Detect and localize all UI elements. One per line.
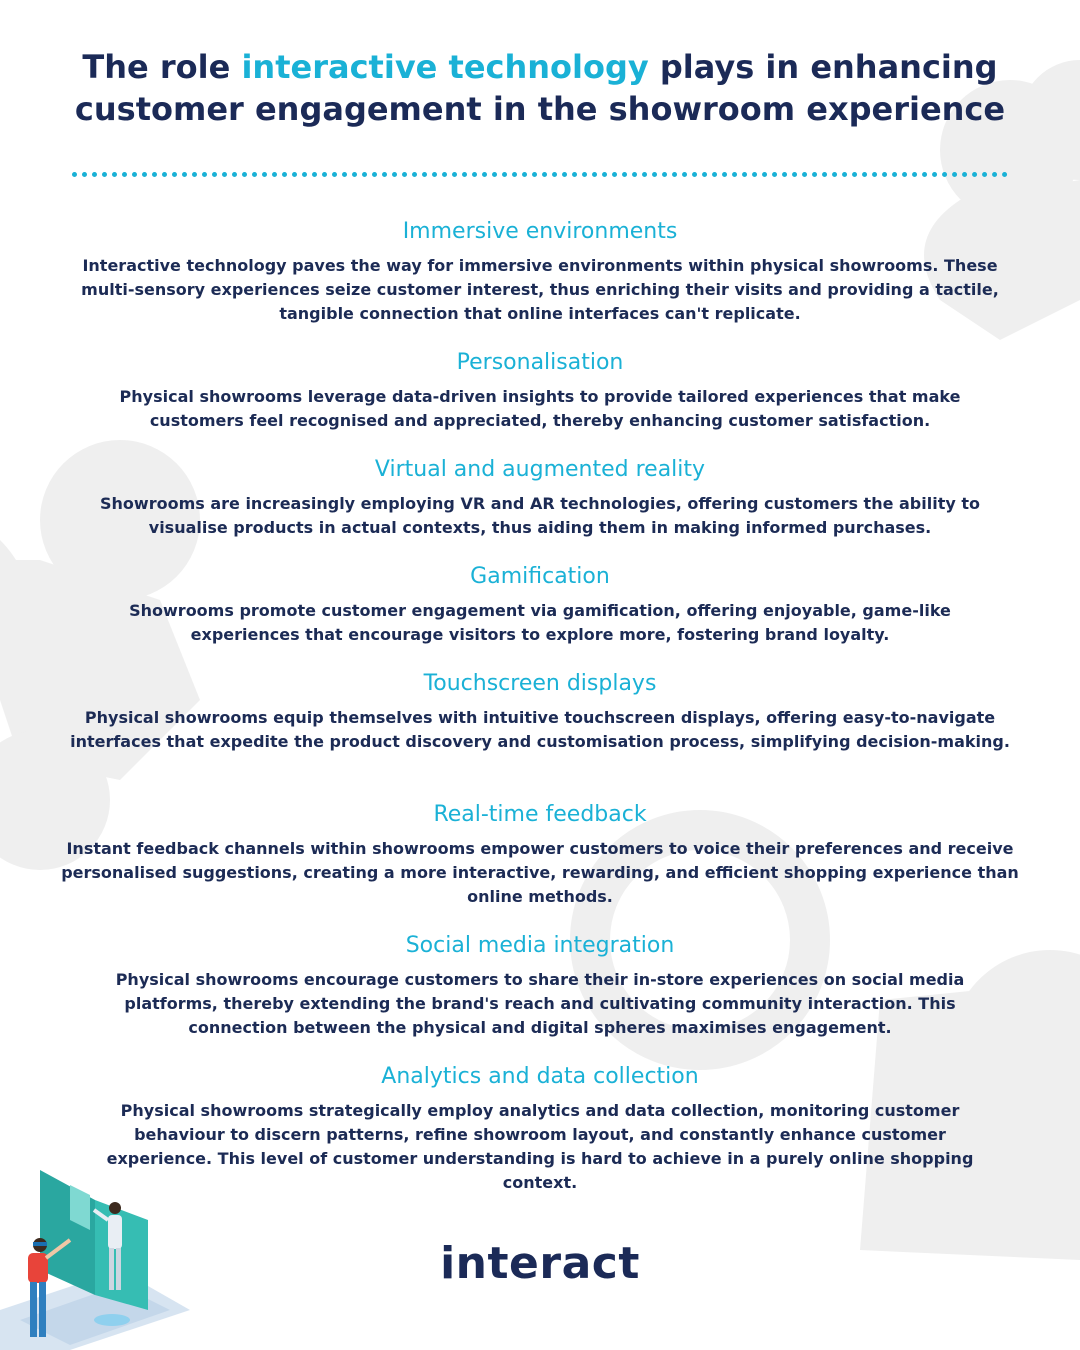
page-title (40, 46, 1040, 130)
section-heading: Personalisation (456, 350, 624, 375)
section-analytics-data-collection (40, 1063, 1040, 1195)
section-heading: Touchscreen displays (423, 671, 657, 696)
section-body: Instant feedback channels within showrooms empower customers to voice their preferences and receive personalised suggestions, creating a more interactive, rewarding, and efficient shopping experience than online methods. (61, 839, 1019, 906)
interact-logo: interact (440, 1238, 640, 1289)
section-heading: Real-time feedback (433, 802, 647, 827)
section-body: Physical showrooms leverage data-driven insights to provide tailored experiences that make customers feel recognised and appreciated, thereby enhancing customer satisfaction. (119, 387, 961, 430)
section-heading: Social media integration (405, 933, 675, 958)
section-heading: Gamification (470, 564, 610, 589)
section-social-media-integration (40, 932, 1040, 1040)
section-virtual-augmented-reality (40, 456, 1040, 540)
section-real-time-feedback (40, 801, 1040, 909)
section-body: Showrooms promote customer engagement via gamification, offering enjoyable, game-like experiences that encourage visitors to explore more, fostering brand loyalty. (129, 601, 951, 644)
section-body: Showrooms are increasingly employing VR and AR technologies, offering customers the ability to visualise products in actual contexts, thus aiding them in making informed purchases. (100, 494, 980, 537)
section-personalisation (40, 349, 1040, 433)
title-highlight: interactive technology (241, 48, 649, 86)
title-part-1: The role (82, 48, 242, 86)
section-body: Physical showrooms strategically employ analytics and data collection, monitoring customer behaviour to discern patterns, refine showroom layout, and constantly enhance customer experience. This level of customer understanding is hard to achieve in a purely online shopping context. (106, 1101, 974, 1192)
section-body: Physical showrooms equip themselves with intuitive touchscreen displays, offering easy-to-navigate interfaces that expedite the product discovery and customisation process, simplifying decision-making. (70, 708, 1010, 751)
section-touchscreen-displays (40, 670, 1040, 754)
section-heading: Analytics and data collection (381, 1064, 699, 1089)
dotted-divider (72, 172, 1008, 177)
title-part-2: plays in enhancing customer engagement in the showroom experience (74, 48, 1006, 128)
section-body: Interactive technology paves the way for immersive environments within physical showrooms. These multi-sensory experiences seize customer interest, thus enriching their visits and providing a tactile, tangible connection that online interfaces can't replicate. (81, 256, 999, 323)
section-heading: Virtual and augmented reality (374, 457, 706, 482)
section-gamification (40, 563, 1040, 647)
vr-showroom-illustration (0, 1160, 190, 1350)
section-body: Physical showrooms encourage customers to share their in-store experiences on social media platforms, thereby extending the brand's reach and cultivating community interaction. This connection between the physical and digital spheres maximises engagement. (115, 970, 965, 1037)
section-immersive-environments (40, 218, 1040, 326)
section-heading: Immersive environments (402, 219, 678, 244)
